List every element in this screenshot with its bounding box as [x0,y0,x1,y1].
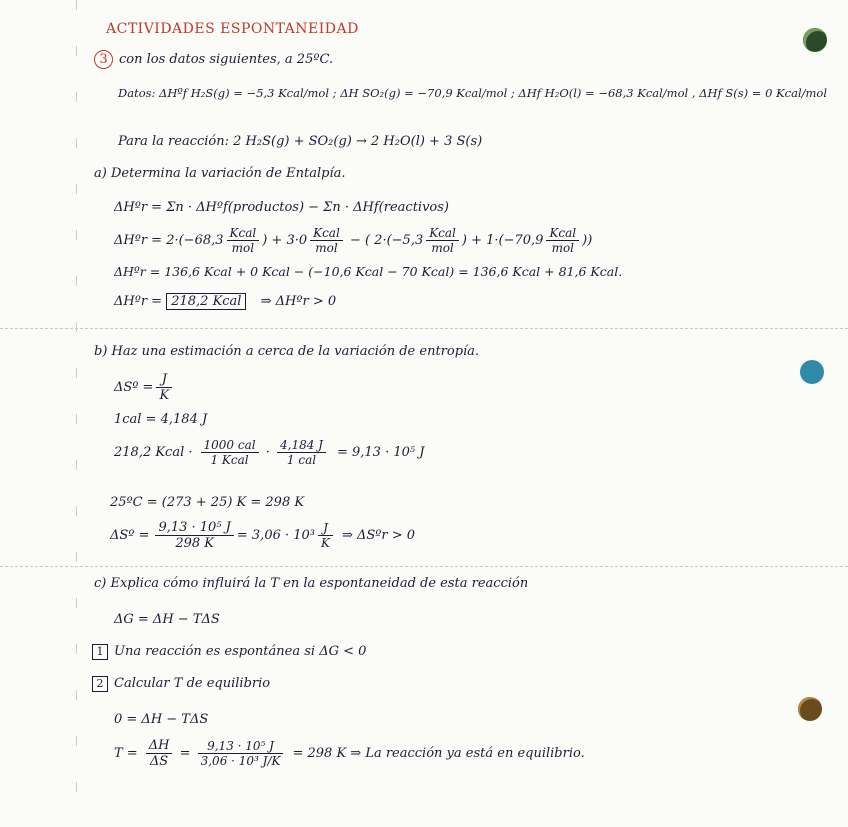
denominator: mol [551,241,575,255]
part-a-heading: a) Determina la variación de Entalpía. [94,166,346,181]
text: 218,2 Kcal · [114,445,193,460]
text: = 298 K ⇒ La reacción ya está en equilibrio. [292,746,585,761]
fraction [198,739,284,768]
denominator: 1 cal [286,453,317,467]
part-b-line-2: 1cal = 4,184 J [114,412,208,427]
fraction [318,521,333,550]
step-text: Una reacción es espontánea si ΔG < 0 [114,644,367,659]
denominator: 298 K [175,536,214,551]
denominator: 3,06 · 10³ J/K [200,754,281,768]
reaction-line: Para la reacción: 2 H₂S(g) + SO₂(g) → 2 H₂O(l) + 3 S(s) [118,134,483,149]
step-number: 2 [92,676,108,692]
part-b-line-3: 218,2 Kcal · $\frac{\text{1000 cal}}{\text{1 Kcal}}$ · $\frac{4,184 J}{\text{1 cal}}$ = 9,13 · 10⁵ J [114,438,425,467]
datos-line: Datos: ΔHºf H₂S(g) = −5,3 Kcal/mol ; ΔH SO₂(g) = −70,9 Kcal/mol ; ΔHf H₂O(l) = −68,3 Kcal/mol , ΔHf S(s) = 0 Kcal/mol [118,86,828,100]
fraction [156,372,172,403]
enthalpy-result-box: 218,2 Kcal [166,293,246,310]
text: T = [114,746,138,761]
divider [0,566,848,567]
part-c-step-2 [92,676,270,692]
numerator: Kcal [426,226,459,241]
statement-text: con los datos siguientes, a 25ºC. [119,52,334,67]
fraction [277,438,326,467]
fraction [310,226,343,255]
margin-line [76,0,77,827]
numerator: 1000 cal [201,438,259,453]
step-text: Calcular T de equilibrio [114,676,271,691]
punch-hole-bottom [798,697,822,721]
denominator: 1 Kcal [210,453,249,467]
fraction [546,226,579,255]
part-c-line-2: 0 = ΔH − TΔS [114,712,209,727]
numerator: 9,13 · 10⁵ J [155,520,233,536]
part-b-line-4: 25ºC = (273 + 25) K = 298 K [110,495,305,510]
text: ΔSº = [114,380,154,395]
punch-hole-middle [800,360,824,384]
part-c-heading: c) Explica cómo influirá la T en la espontaneidad de esta reacción [94,576,529,591]
exercise-number: 3 [94,50,113,69]
numerator: J [318,521,333,536]
text: ΔHºr = [114,294,163,309]
part-a-line-1: ΔHºr = Σn · ΔHºf(productos) − Σn · ΔHf(reactivos) [114,200,449,215]
text: = 9,13 · 10⁵ J [336,445,425,460]
text: ΔHºr = 2·(−68,3 [114,233,224,248]
fraction [146,738,173,769]
punch-hole-top [803,28,827,52]
numerator: Kcal [227,226,260,241]
denominator: ΔS [149,754,169,769]
numerator: 4,184 J [277,438,326,453]
divider [0,328,848,329]
fraction [201,438,259,467]
text: − ( 2·(−5,3 [345,233,424,248]
numerator: Kcal [546,226,579,241]
numerator: 9,13 · 10⁵ J [198,739,284,754]
numerator: Kcal [310,226,343,241]
exercise-statement [94,50,333,69]
step-number: 1 [92,644,108,660]
fraction [155,520,233,551]
part-a-line-3: ΔHºr = 136,6 Kcal + 0 Kcal − (−10,6 Kcal − 70 Kcal) = 136,6 Kcal + 81,6 Kcal. [114,264,623,279]
page-title: ACTIVIDADES ESPONTANEIDAD [106,21,359,37]
text: ) + 3·0 [262,233,308,248]
part-b-line-5 [110,520,415,551]
denominator: mol [431,241,454,255]
numerator: ΔH [146,738,173,754]
denominator: K [159,388,170,403]
part-a-line-4 [114,294,336,309]
text: ) + 1·(−70,9 [461,233,544,248]
text: )) [582,233,593,248]
text: = 3,06 · 10³ [236,528,316,543]
text: ⇒ ΔSºr > 0 [341,528,416,543]
numerator: J [156,372,172,388]
denominator: K [321,536,330,550]
part-a-line-2 [114,226,592,255]
part-c-step-1 [92,644,366,660]
part-c-line-3: T = $\frac{\Delta H}{\Delta S}$ = $\frac{\text{9,13 · 10⁵ J}}{\text{3,06 · 10³ J/K}}$ = 298 K ⇒ La reacción ya está en equilibrio. [114,738,585,769]
text: ⇒ ΔHºr > 0 [260,294,337,309]
fraction [426,226,459,255]
part-b-heading: b) Haz una estimación a cerca de la variación de entropía. [94,344,480,359]
denominator: mol [231,241,255,255]
part-c-line-1: ΔG = ΔH − TΔS [114,612,220,627]
denominator: mol [315,241,338,255]
fraction [227,226,260,255]
text: ΔSº = [110,528,150,543]
part-b-line-1 [114,372,175,403]
